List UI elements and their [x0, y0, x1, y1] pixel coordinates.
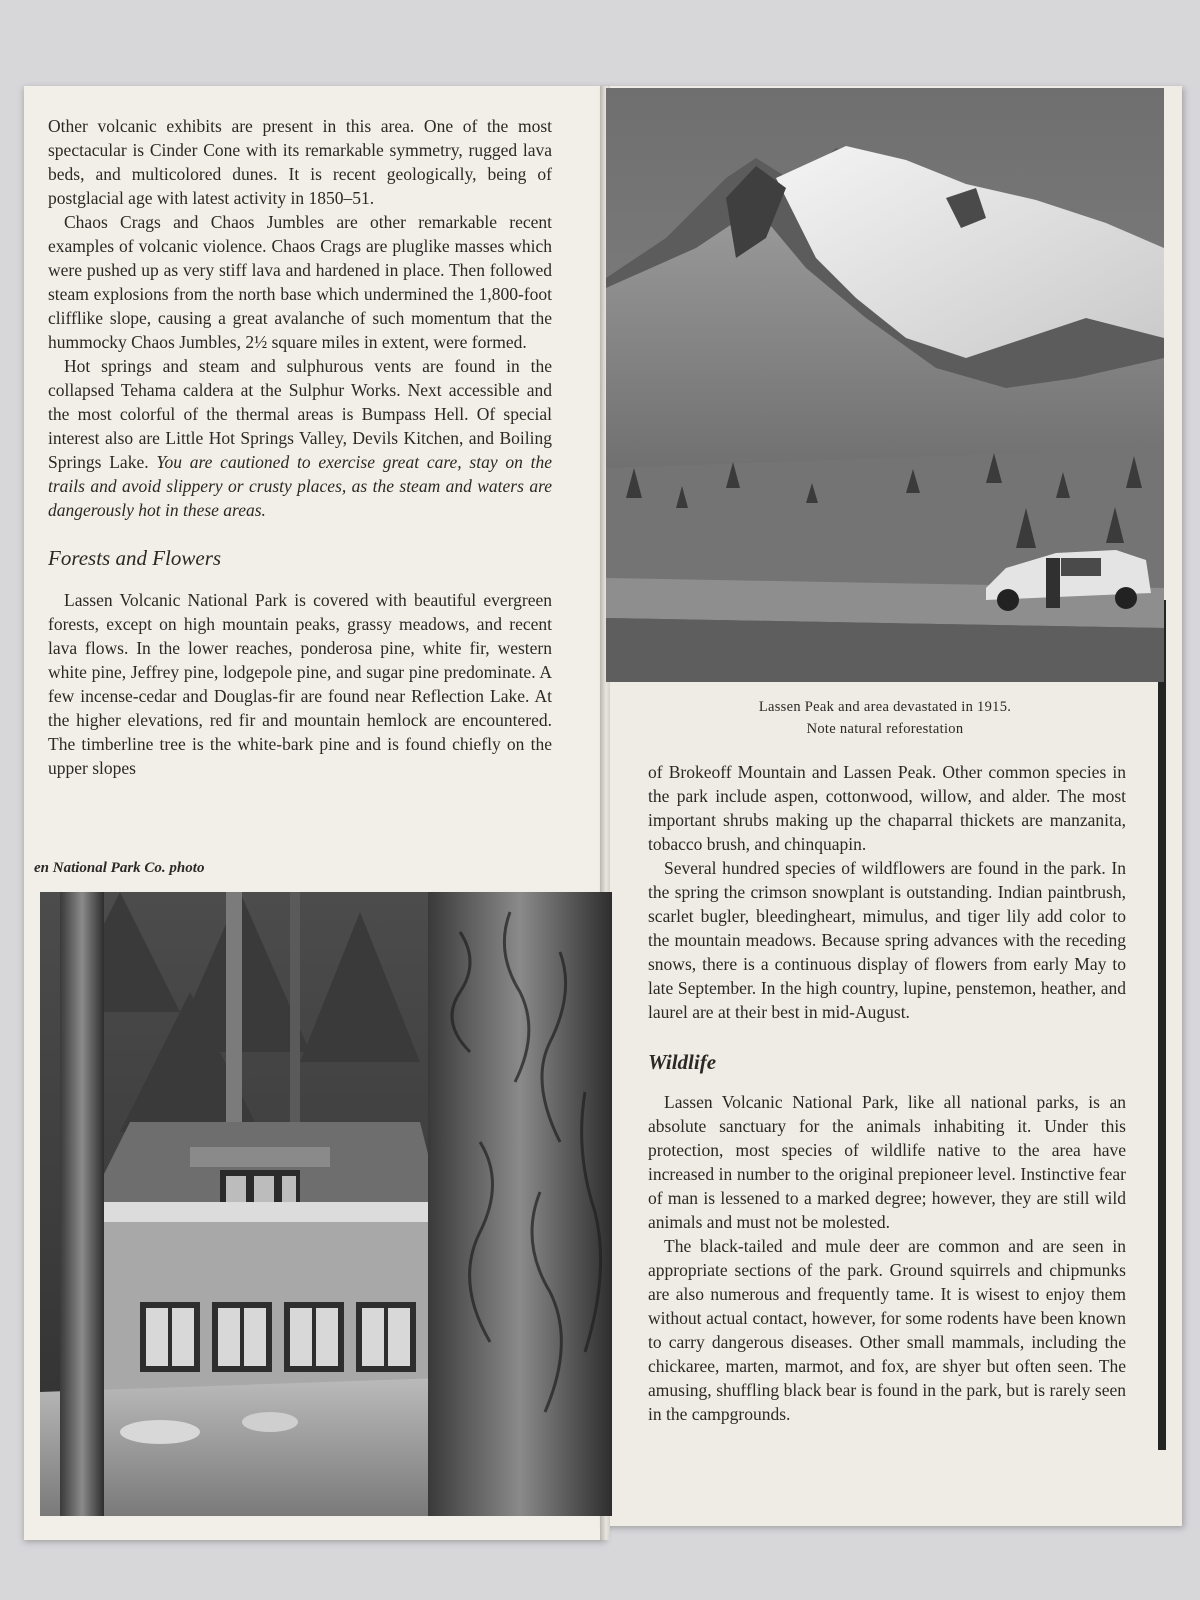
left-text-column — [48, 114, 552, 780]
hot-springs-warning: You are cautioned to exercise great care, stay on the trails and avoid slippery or crusty places, as the steam and waters are dangerously hot in these areas. — [48, 452, 552, 520]
right-text-column — [648, 760, 1126, 1426]
paragraph-chaos-crags: Chaos Crags and Chaos Jumbles are other remarkable recent examples of volcanic violence. Chaos Crags are pluglike masses which were pushed up as very stiff lava and hardened in place. Then followed steam explosions from the north base which undermined the 1,800-foot clifflike slope, causing a great avalanche of such momentum that the hummocky Chaos Jumbles, 2½ square miles in extent, were formed. — [48, 212, 552, 352]
paragraph-continuation: of Brokeoff Mountain and Lassen Peak. Other common species in the park include aspen, cottonwood, willow, and alder. The most important shrubs making up the chaparral thickets are manzanita, tobacco brush, and chinquapin. — [648, 762, 1126, 854]
hot-springs-text: Hot springs and steam and sulphurous vents are found in the collapsed Tehama caldera at the Sulphur Works. Next accessible and the most colorful of the thermal areas is Bumpass Hell. Of special interest also are Little Hot Springs Valley, Devils Kitchen, and Boiling Springs Lake. — [48, 356, 552, 472]
heading-wildlife: Wildlife — [648, 1050, 717, 1074]
paragraph-wildlife-animals: The black-tailed and mule deer are common and are seen in appropriate sections of the park. Ground squirrels and chipmunks are also numerous and frequently tame. It is wisest to enjoy them without actual contact, however, for some rodents have been known to carry dangerous diseases. Other small mammals, including the chickaree, marten, marmot, and fox, are shyer but often seen. The amusing, shuffling black bear is found in the park, but is rarely seen in the campgrounds. — [648, 1236, 1126, 1424]
paragraph-hot-springs — [48, 354, 552, 522]
photo-credit: en National Park Co. photo — [34, 860, 205, 876]
paragraph-wildlife-sanctuary: Lassen Volcanic National Park, like all national parks, is an absolute sanctuary for the animals inhabiting it. Under this protection, most species of wildlife native to the area have increased in number to the original prepioneer level. Instinctive fear of man is lessened to a marked degree; however, they are still wild animals and must not be molested. — [648, 1092, 1126, 1232]
paragraph-forests: Lassen Volcanic National Park is covered with beautiful evergreen forests, except on high mountain peaks, grassy meadows, and recent lava flows. In the lower reaches, ponderosa pine, white fir, western white pine, Jeffrey pine, lodgepole pine, and sugar pine predominate. A few incense-cedar and Douglas-fir are found near Reflection Lake. At the higher elevations, red fir and mountain hemlock are encountered. The timberline tree is the white-bark pine and is found chiefly on the upper slopes — [48, 590, 552, 778]
paragraph-wildflowers: Several hundred species of wildflowers are found in the park. In the spring the crimson snowplant is outstanding. Indian paintbrush, scarlet bugler, bleedingheart, mimulus, and tiger lily add color to the mountain meadows. Because spring advances with the receding snows, there is a continuous display of flowers from early May to late September. In the high country, lupine, penstemon, heather, and laurel are at their best in mid-August. — [648, 858, 1126, 1022]
lassen-peak-photo — [606, 88, 1164, 682]
caption-line-1: Lassen Peak and area devastated in 1915. — [758, 699, 1012, 715]
cabin-forest-photo — [40, 892, 612, 1516]
heading-forests-and-flowers: Forests and Flowers — [48, 546, 222, 570]
caption-line-2: Note natural reforestation — [806, 721, 964, 737]
back-cover-edge — [1158, 600, 1166, 1450]
paragraph-cinder-cone: Other volcanic exhibits are present in this area. One of the most spectacular is Cinder Cone with its remarkable symmetry, rugged lava beds, and multicolored dunes. It is recent geologically, being of postglacial age with latest activity in 1850–51. — [48, 116, 552, 208]
mountain-photo-caption — [650, 696, 1120, 740]
